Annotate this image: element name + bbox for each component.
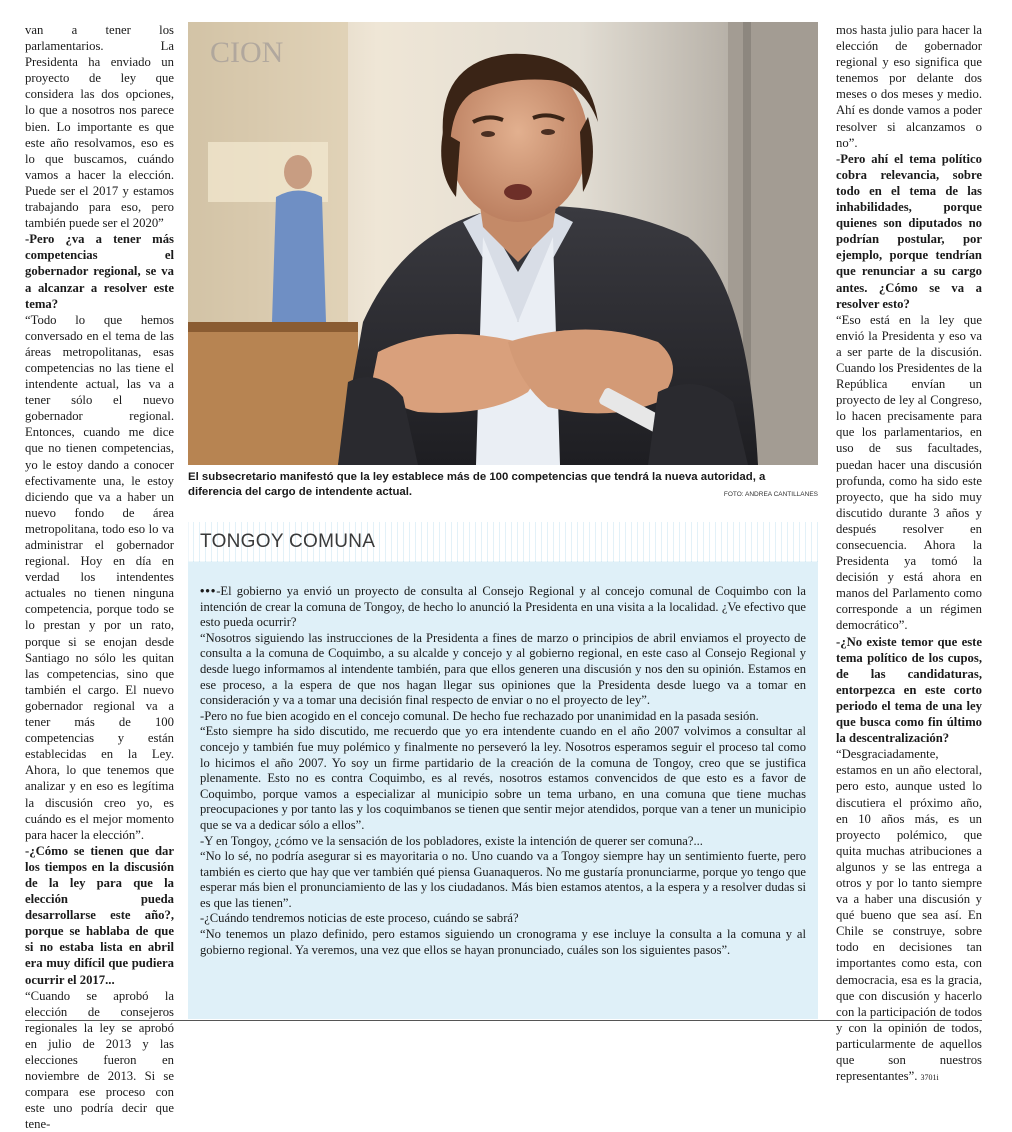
interview-question: -¿Cómo se tienen que dar los tiempos en la discusión de la ley para que la elección pueda desarrollarse este año?, porque se hablaba de que si no estaba lista en abril era muy difícil que pudiera ocurrir el 2017... <box>25 843 174 987</box>
background-sign-text: CION <box>210 36 284 69</box>
interview-question: •••-El gobierno ya envió un proyecto de consulta al Consejo Regional y al concejo comunal de Coquimbo con la intención de crear la comuna de Tongoy, de hecho lo anunció la Presidenta en una visita a la localidad. ¿Ve efectivo que esto pueda ocurrir? <box>200 584 806 630</box>
subsecretary-photo <box>188 22 818 465</box>
article-column-right <box>836 22 982 1086</box>
interview-question: -Y en Tongoy, ¿cómo ve la sensación de los pobladores, existe la intención de querer ser comuna?... <box>200 833 703 848</box>
photo-caption: El subsecretario manifestó que la ley establece más de 100 competencias que tendrá la nueva autoridad, a diferencia del cargo de intendente actual. <box>188 471 766 498</box>
interview-question: -Pero ¿va a tener más competencias el gobernador regional, se va a alcanzar a resolver este tema? <box>25 232 174 311</box>
photo-illustration <box>188 22 818 465</box>
lead-marker: ••• <box>200 584 217 598</box>
interview-answer: “Esto siempre ha sido discutido, me recuerdo que yo era intendente cuando en el año 2007 volvimos a consultar al concejo y también fue muy polémico y finalmente no perseveró la ley. Nosotros esperamos seguir el proceso tal como lo hicimos el año 2007. Yo soy un firme partidario de la creación de la comuna de Tongoy, creo que se justifica plenamente. Esto no es contra Coquimbo, es al revés, nosotros estamos convencidos de que esto es a favor de Coquimbo, porque vamos a especializar al municipio sobre un tema urbano, en una comuna que tiene muchas preocupaciones y por tanto las y los coquimbanos se tienen que sentir mejor atendidos, porque van a tener un municipio que se va a dedicar sólo a ellos”. <box>200 724 806 832</box>
sidebar-header <box>188 522 818 562</box>
interview-answer: “Eso está en la ley que envió la Presidenta y eso va a ser parte de la discusión. Cuando los Presidentes de la República envían un proyecto de ley al Congreso, lo hacen precisamente para que los parlamentarios, en uso de sus facultades, puedan hacer una discusión profunda, como ha sido este proyecto, que ha sido muy discutido durante 3 años y después resolver en consecuencia. Ahora la Presidenta ya tomó la decisión y está ahora en manos del Parlamento como corresponde a un régimen democrático”. <box>836 312 982 633</box>
interview-question: -¿No existe temor que este tema político de los cupos, de las candidaturas, entorpezca en este corto periodo el tema de una ley que busca como fin último la descentralización? <box>836 634 982 746</box>
interview-answer: “Nosotros siguiendo las instrucciones de la Presidenta a fines de marzo o principios de abril enviamos el proyecto de consulta a la comuna de Coquimbo, a su alcalde y concejo y al gobierno regional, en este caso al Consejo Regional y desde luego informamos al intendente también, para que ellos generen una discusión y nos den su opinión. Estamos en ese proceso, a la espera de que nos hagan llegar sus opiniones que la Presidenta desde luego va a tomar en consideración y va a tomar una decisión final respecto de enviar o no el proyecto de ley”. <box>200 630 806 708</box>
interview-answer: “No tenemos un plazo definido, pero estamos siguiendo un cronograma y ese incluye la consulta a la comuna y al gobierno regional. Ya veremos, una vez que ellos se hayan pronunciado, cuáles son los siguientes pasos”. <box>200 927 806 957</box>
paragraph: van a tener los parlamentarios. La Presidenta ha enviado un proyecto de ley que considera las dos opciones, lo que a nosotros nos parece bien. Lo importante es que este año resolvamos, eso es lo que buscamos, cuándo vamos a hacer la elección. Puede ser el 2017 y estamos trabajando para eso, pero también puede ser el 2020” <box>25 23 174 231</box>
sidebar-body <box>200 584 806 958</box>
interview-answer: “Desgraciadamente, estamos en un año electoral, pero esto, aunque usted lo discutiera el próximo año, en 10 años más, es un proyecto polémico, que quita muchas atribuciones a algunos y se las entrega a otros y por lo tanto siempre va a haber una discusión y qué bueno que sea así. En Chile se construye, sobre todo en decisiones tan importantes como esta, con democracia, esa es la gracia, que con discusión y hacerlo con la participación de todos y con la opinión de todos, particularmente de aquellos que son nuestros representantes”. 3701i <box>836 747 982 1084</box>
interview-answer: “No lo sé, no podría asegurar si es mayoritaria o no. Uno cuando va a Tongoy siempre hay un sentimiento fuerte, pero también es cierto que hay que ver también qué piensa Guanaqueros. No me gustaría pronunciarme, porque yo tengo que esperar más bien el pronunciamiento de las y los ciudadanos. Más bien estamos atentos, a la espera y a resolver dudas si es que las tienen”. <box>200 849 806 910</box>
paragraph: mos hasta julio para hacer la elección de gobernador regional y eso significa que tenemos por delante dos meses o dos meses y medio. Ahí es donde vamos a poder resolver si alcanzamos o no”. <box>836 23 982 150</box>
sidebar-title: TONGOY COMUNA <box>200 531 376 552</box>
article-column-left <box>25 22 174 1132</box>
interview-question: -Pero ahí el tema político cobra relevancia, sobre todo en el tema de las inhabilidades, porque quienes son diputados no podrían postular, por ejemplo, porque tendrían que renunciar a su cargo antes. ¿Cómo se va a resolver esto? <box>836 151 982 311</box>
author-signature: 3701i <box>920 1073 939 1083</box>
interview-question: -Pero no fue bien acogido en el concejo comunal. De hecho fue rechazado por unanimidad en la pasada sesión. <box>200 708 759 723</box>
tongoy-sidebar-box <box>188 522 818 1019</box>
interview-answer: “Cuando se aprobó la elección de consejeros regionales la ley se aprobó en julio de 2013 y las elecciones fueron en noviembre de 2013. Si se compara ese proceso con este uno podría decir que tene- <box>25 988 174 1132</box>
interview-question: -¿Cuándo tendremos noticias de este proceso, cuándo se sabrá? <box>200 911 519 926</box>
interview-answer: “Todo lo que hemos conversado en el tema de las áreas metropolitanas, esas competencias no las tiene el intendente actual, las va a tener sólo el nuevo gobernador regional. Entonces, cuando me dice que no tienen competencias, yo le estoy dando a conocer efectivamente una, le estoy diciendo que va a haber un nuevo fondo de área metropolitana, todo eso lo va administrar el gobernador regional. Hoy en día en verdad los intendentes actuales no tienen ninguna competencia, porque todo se lo prestan y por un rato, porque si se enojan desde Santiago no sólo les quitan las competencias, sino que también el cargo. El nuevo gobernador regional va a tener más de 100 competencias y están establecidas en la Ley. Ahora, lo que tenemos que analizar y en eso es legítima la discusión creo yo, es cuándo es el mejor momento para hacer la elección”. <box>25 312 174 842</box>
photo-credit: FOTO: ANDREA CANTILLANES <box>723 491 818 498</box>
bottom-rule <box>25 1020 982 1021</box>
